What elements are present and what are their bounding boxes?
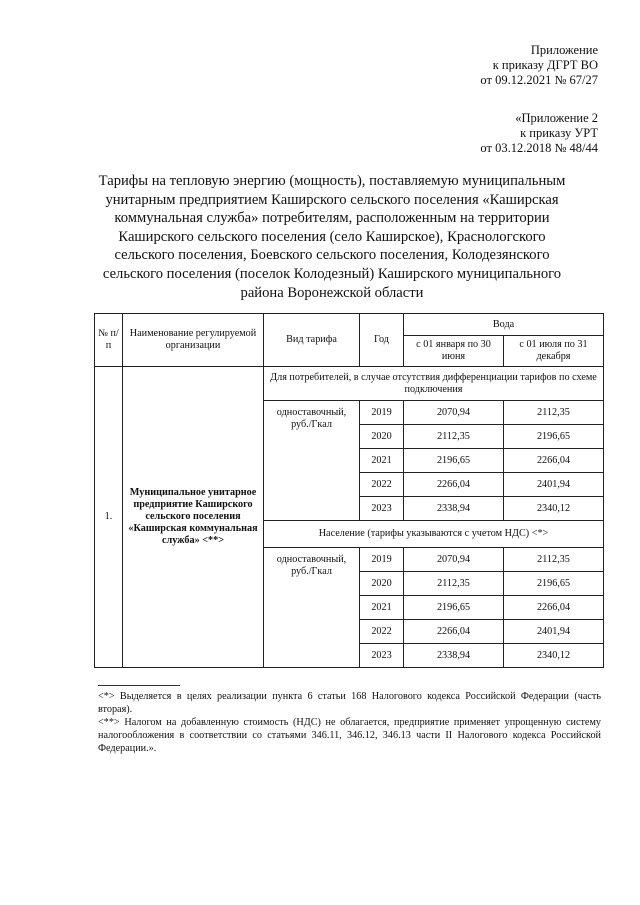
tariff-value: 2070,94: [404, 548, 504, 572]
appendix-line: к приказу УРТ: [520, 126, 598, 140]
year-cell: 2020: [360, 572, 404, 596]
tariff-type: одноставочный, руб./Гкал: [264, 401, 360, 521]
tariff-value: 2070,94: [404, 401, 504, 425]
year-cell: 2019: [360, 401, 404, 425]
header-period-1: с 01 января по 30 июня: [404, 336, 504, 367]
original-appendix-header: [480, 111, 598, 156]
header-num: № п/п: [95, 314, 123, 367]
tariff-value: 2112,35: [504, 548, 604, 572]
tariff-value: 2112,35: [404, 425, 504, 449]
year-cell: 2020: [360, 425, 404, 449]
tariff-value: 2196,65: [404, 596, 504, 620]
year-cell: 2022: [360, 473, 404, 497]
header-tariff-type: Вид тарифа: [264, 314, 360, 367]
tariff-value: 2340,12: [504, 497, 604, 521]
footnote-divider: [98, 685, 180, 686]
year-cell: 2023: [360, 644, 404, 668]
tariff-value: 2338,94: [404, 644, 504, 668]
tariff-value: 2196,65: [504, 425, 604, 449]
tariff-value: 2266,04: [504, 596, 604, 620]
tariff-type: одноставочный, руб./Гкал: [264, 548, 360, 668]
year-cell: 2022: [360, 620, 404, 644]
appendix-line: Приложение: [530, 43, 598, 57]
tariff-value: 2266,04: [404, 473, 504, 497]
header-org: Наименование регулируемой организации: [123, 314, 264, 367]
year-cell: 2021: [360, 596, 404, 620]
section-title: Для потребителей, в случае отсутствия дифференциации тарифов по схеме подключения: [264, 367, 604, 401]
tariff-table: [94, 313, 604, 668]
tariff-value: 2196,65: [404, 449, 504, 473]
header-period-2: с 01 июля по 31 декабря: [504, 336, 604, 367]
tariff-value: 2401,94: [504, 473, 604, 497]
footnote: <**> Налогом на добавленную стоимость (НДС) не облагается, предприятие применяет упрощенную систему налогообложения в соответствии со статьями 346.11, 346.12, 346.13 части II Налогового кодекса Российской Федерации.».: [98, 717, 601, 754]
year-cell: 2023: [360, 497, 404, 521]
tariff-value: 2266,04: [504, 449, 604, 473]
tariff-value: 2340,12: [504, 644, 604, 668]
tariff-value: 2401,94: [504, 620, 604, 644]
document-title: Тарифы на тепловую энергию (мощность), поставляемую муниципальным унитарным предприятием Каширского сельского поселения «Каширская коммунальная служба» потребителям, расположенным на территории Каширского сельского поселения (село Каширское), Краснологского сельского поселения, Боевского сельского поселения, Колодезянского сельского поселения (поселок Колодезный) Каширского муниципального района Воронежской области: [98, 173, 566, 301]
year-cell: 2019: [360, 548, 404, 572]
appendix-line: к приказу ДГРТ ВО: [492, 58, 598, 72]
organization-name: Муниципальное унитарное предприятие Каширского сельского поселения «Каширская коммунальная служба» <**>: [123, 367, 264, 668]
appendix-line: от 09.12.2021 № 67/27: [480, 73, 598, 87]
section-title: Население (тарифы указываются с учетом НДС) <*>: [264, 521, 604, 548]
tariff-value: 2196,65: [504, 572, 604, 596]
appendix-header: [480, 43, 598, 88]
year-cell: 2021: [360, 449, 404, 473]
tariff-value: 2112,35: [504, 401, 604, 425]
tariff-value: 2338,94: [404, 497, 504, 521]
footnote: <*> Выделяется в целях реализации пункта 6 статьи 168 Налогового кодекса Российской Федерации (часть вторая).: [98, 691, 601, 715]
footnotes: [98, 690, 601, 755]
appendix-line: от 03.12.2018 № 48/44: [480, 141, 598, 155]
row-number: 1.: [95, 367, 123, 668]
header-water: Вода: [404, 314, 604, 336]
appendix-line: «Приложение 2: [515, 111, 598, 125]
tariff-value: 2266,04: [404, 620, 504, 644]
header-year: Год: [360, 314, 404, 367]
tariff-value: 2112,35: [404, 572, 504, 596]
